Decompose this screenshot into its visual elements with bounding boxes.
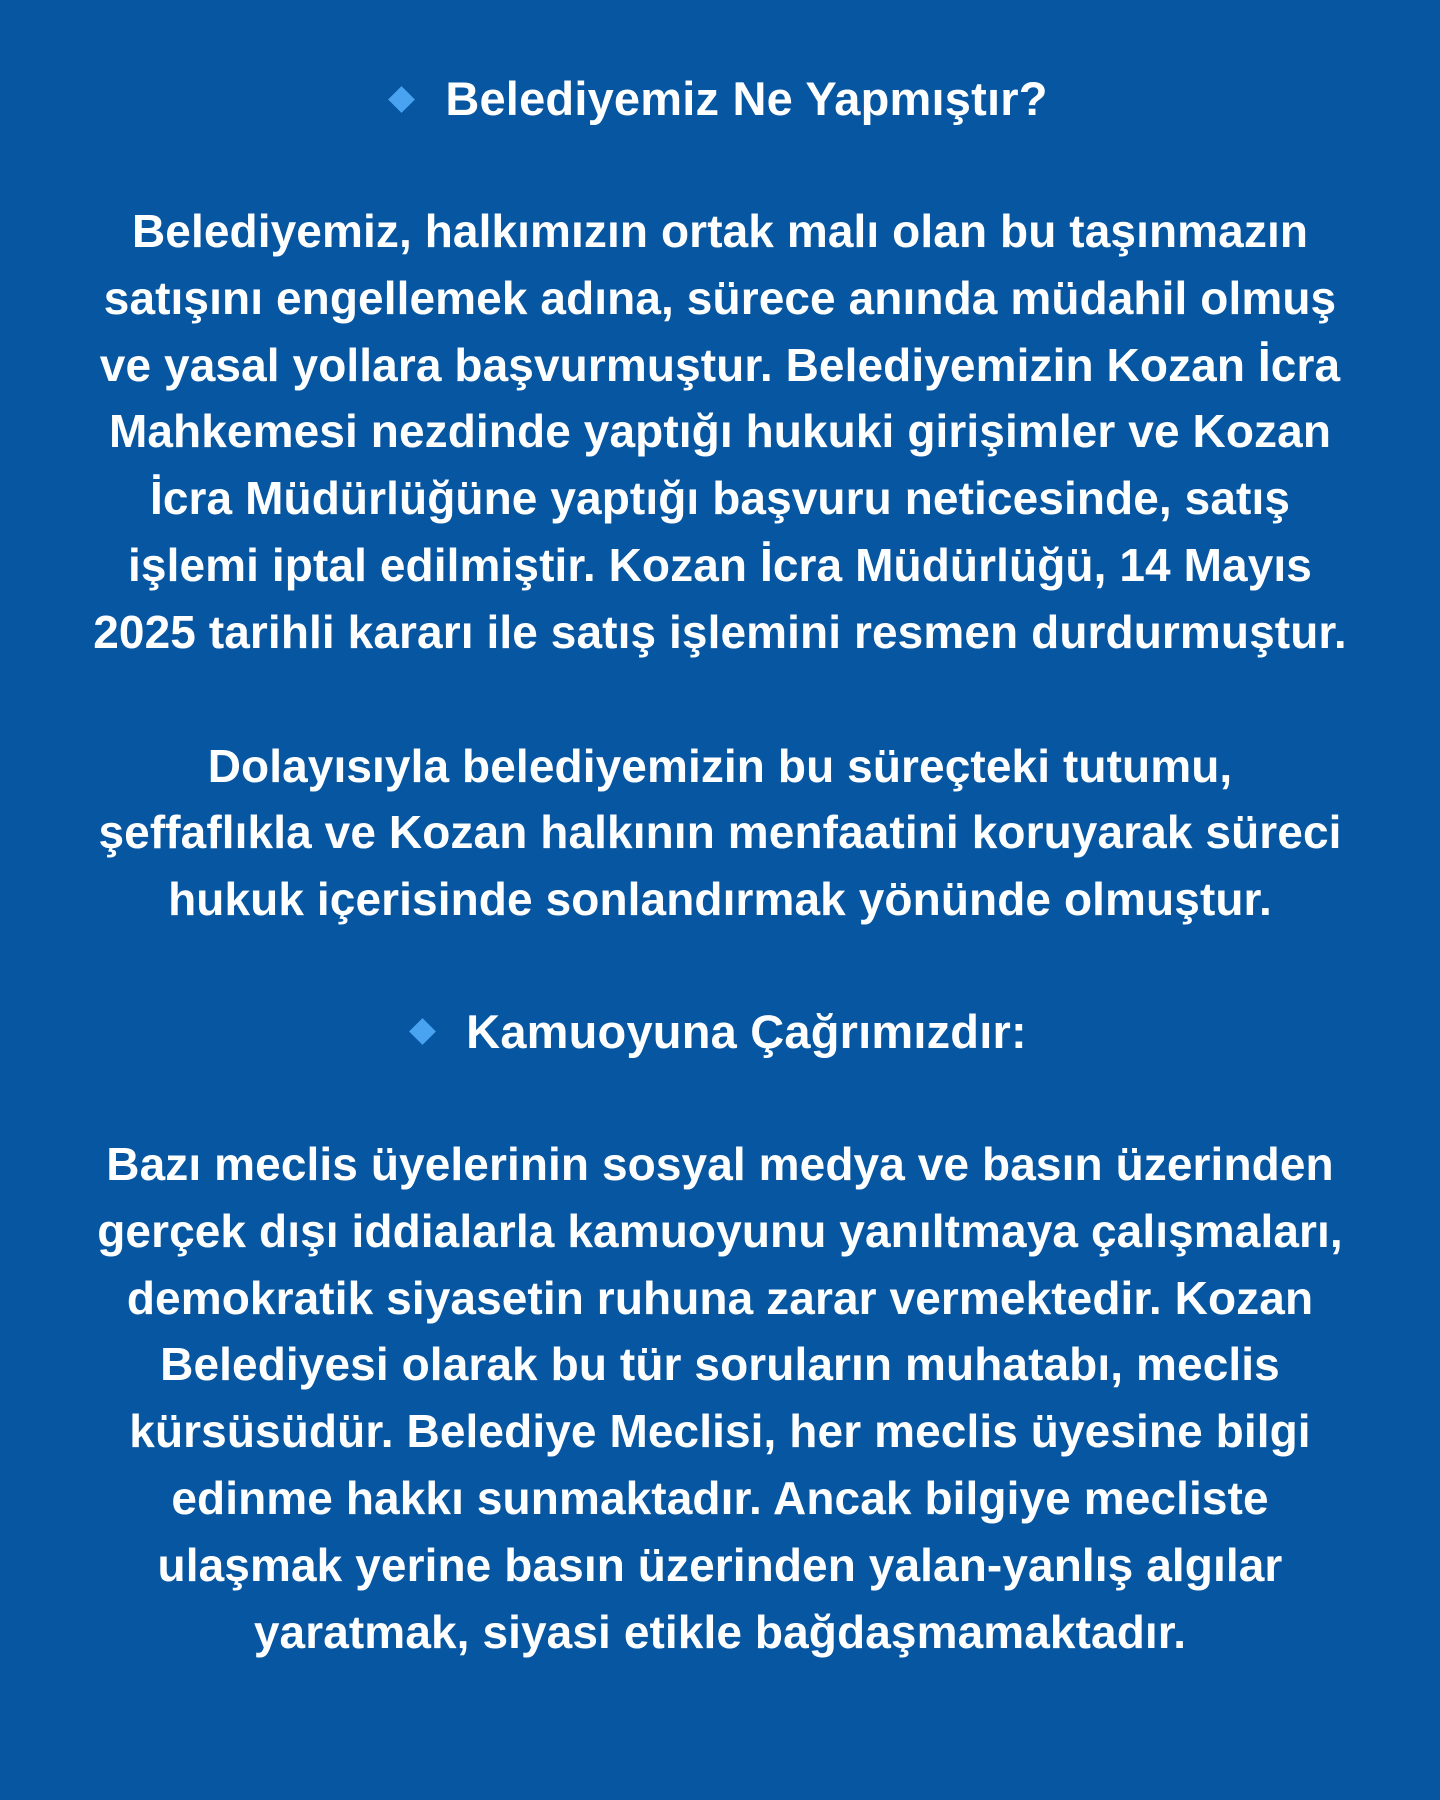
section-heading-text: Belediyemiz Ne Yapmıştır? [445,72,1048,125]
paragraph-tutum [0,733,1440,933]
paragraph-line: Bazı meclis üyelerinin sosyal medya ve basın üzerinden [106,1137,1334,1190]
paragraph-line: Dolayısıyla belediyemizin bu süreçteki tutumu, [207,739,1233,792]
paragraph-kamuoyu-cagri [0,1131,1440,1665]
paragraph-line: ve yasal yollara başvurmuştur. Belediyemizin Kozan İcra [99,338,1341,391]
paragraph-line: işlemi iptal edilmiştir. Kozan İcra Müdürlüğü, 14 Mayıs [128,538,1312,591]
diamond-icon [409,1019,436,1046]
paragraph-line: kürsüsüdür. Belediye Meclisi, her meclis üyesine bilgi [129,1405,1311,1458]
section-heading-kamuoyu [0,999,1440,1065]
paragraph-line: İcra Müdürlüğüne yaptığı başvuru neticesinde, satış [149,472,1291,525]
paragraph-line: gerçek dışı iddialarla kamuoyunu yanıltmaya çalışmaları, [97,1204,1343,1257]
paragraph-line: demokratik siyasetin ruhuna zarar vermektedir. Kozan [126,1271,1314,1324]
section-heading-belediyemiz [0,66,1440,132]
diamond-icon [388,86,415,113]
paragraph-line: Belediyemiz, halkımızın ortak malı olan bu taşınmazın [131,205,1309,257]
section-heading-text: Kamuoyuna Çağrımızdır: [466,1004,1027,1058]
paragraph-line: Belediyesi olarak bu tür soruların muhatabı, meclis [160,1338,1280,1391]
paragraph-line: 2025 tarihli kararı ile satış işlemini resmen durdurmuştur. [93,605,1347,658]
paragraph-line: şeffaflıkla ve Kozan halkının menfaatini koruyarak süreci [98,806,1342,859]
paragraph-line: yaratmak, siyasi etikle bağdaşmamaktadır. [253,1605,1187,1658]
paragraph-line: hukuk içerisinde sonlandırmak yönünde olmuştur. [168,873,1272,926]
paragraph-line: edinme hakkı sunmaktadır. Ancak bilgiye mecliste [171,1471,1269,1524]
paragraph-line: Mahkemesi nezdinde yaptığı hukuki girişimler ve Kozan [108,405,1332,458]
paragraph-line: satışını engellemek adına, sürece anında müdahil olmuş [103,271,1337,324]
paragraph-line: ulaşmak yerine basın üzerinden yalan-yanlış algılar [157,1538,1283,1591]
paragraph-belediye-actions [0,198,1440,666]
